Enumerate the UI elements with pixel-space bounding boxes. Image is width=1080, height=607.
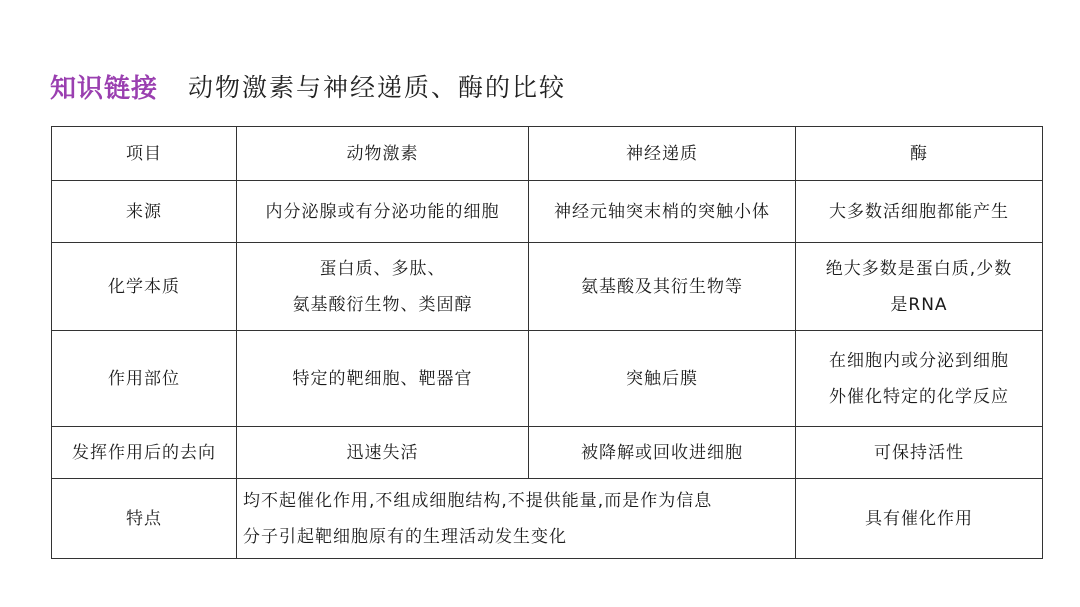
table-row-characteristics (52, 479, 1043, 559)
table-row-site-of-action (52, 331, 1043, 427)
cell-line: 在细胞内或分泌到细胞 (829, 350, 1009, 371)
hormone-cell (237, 331, 529, 427)
table-row-source (52, 181, 1043, 243)
section-heading (50, 66, 566, 106)
neurotransmitter-cell (529, 427, 796, 479)
cell-line: 氨基酸及其衍生物等 (581, 276, 743, 297)
table-row-fate-after-action (52, 427, 1043, 479)
knowledge-link-tag: 知识链接 (50, 73, 159, 104)
cell-line: 突触后膜 (626, 368, 698, 389)
hormone-cell (237, 243, 529, 331)
cell-line: 分子引起靶细胞原有的生理活动发生变化 (243, 526, 567, 547)
row-label: 发挥作用后的去向 (52, 427, 237, 479)
cell-line: 可保持活性 (874, 442, 964, 463)
row-label: 来源 (52, 181, 237, 243)
hormone-cell (237, 427, 529, 479)
header-cell-item: 项目 (52, 127, 237, 181)
row-label: 特点 (52, 479, 237, 559)
cell-line: 被降解或回收进细胞 (581, 442, 743, 463)
cell-line: 内分泌腺或有分泌功能的细胞 (265, 201, 500, 222)
header-cell-neurotransmitter: 神经递质 (529, 127, 796, 181)
header-cell-hormone: 动物激素 (237, 127, 529, 181)
header-cell-enzyme: 酶 (796, 127, 1043, 181)
cell-line: 特定的靶细胞、靶器官 (292, 368, 473, 389)
enzyme-cell (796, 181, 1043, 243)
table-header-row (52, 127, 1043, 181)
cell-line: 氨基酸衍生物、类固醇 (292, 294, 473, 315)
row-label: 化学本质 (52, 243, 237, 331)
neurotransmitter-cell (529, 181, 796, 243)
comparison-table (51, 126, 1043, 559)
cell-line: 绝大多数是蛋白质,少数 (825, 258, 1013, 279)
enzyme-cell (796, 427, 1043, 479)
enzyme-cell (796, 331, 1043, 427)
neurotransmitter-cell (529, 243, 796, 331)
neurotransmitter-cell (529, 331, 796, 427)
row-label: 作用部位 (52, 331, 237, 427)
cell-line: 迅速失活 (346, 442, 419, 463)
cell-line: 是RNA (890, 294, 948, 315)
enzyme-cell (796, 243, 1043, 331)
enzyme-cell (796, 479, 1043, 559)
hormone-cell (237, 181, 529, 243)
cell-line: 均不起催化作用,不组成细胞结构,不提供能量,而是作为信息 (243, 490, 713, 511)
cell-line: 外催化特定的化学反应 (829, 386, 1009, 407)
cell-line: 蛋白质、多肽、 (319, 258, 446, 279)
cell-line: 具有催化作用 (865, 508, 973, 529)
shared-characteristics-cell (237, 479, 796, 559)
table-row-chemical-nature (52, 243, 1043, 331)
cell-line: 神经元轴突末梢的突触小体 (554, 201, 770, 222)
page-title: 动物激素与神经递质、酶的比较 (188, 73, 567, 102)
cell-line: 大多数活细胞都能产生 (829, 201, 1009, 222)
